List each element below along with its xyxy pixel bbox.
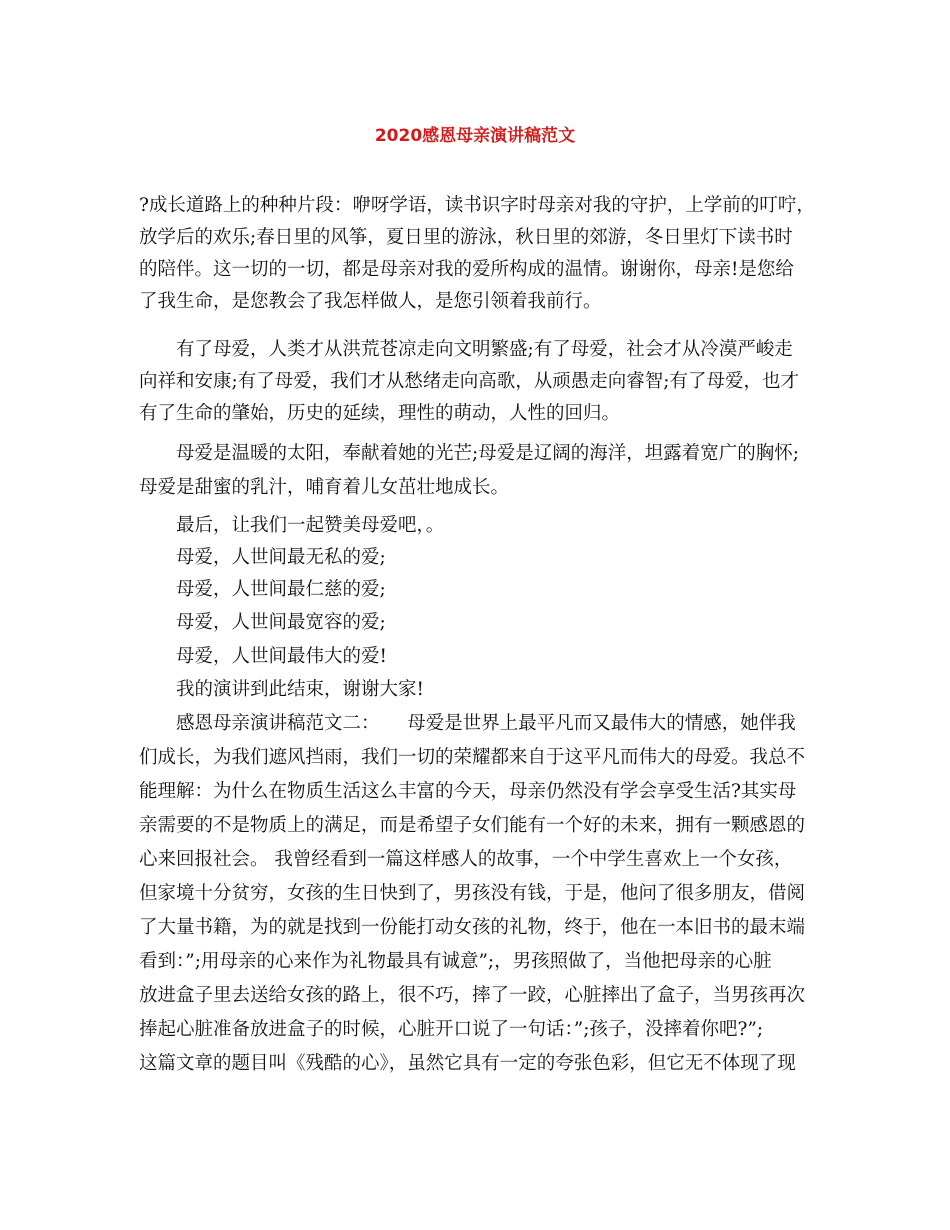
paragraph-line: ?成长道路上的种种片段：咿呀学语，读书识字时母亲对我的守护，上学前的叮咛， xyxy=(139,195,815,216)
paragraph-line: 放进盒子里去送给女孩的路上，很不巧，摔了一跤，心脏摔出了盒子，当男孩再次 xyxy=(139,985,806,1006)
paragraph-line: 们成长，为我们遮风挡雨，我们一切的荣耀都来自于这平凡而伟大的母爱。我总不 xyxy=(139,747,806,768)
paragraph-line: 母爱，人世间最伟大的爱! xyxy=(176,646,387,667)
paragraph-line: 有了生命的肇始，历史的延续，理性的萌动，人性的回归。 xyxy=(139,403,621,424)
paragraph-line: 有了母爱，人类才从洪荒苍凉走向文明繁盛;有了母爱，社会才从冷漠严峻走 xyxy=(176,339,793,360)
paragraph-line: 看到：”;用母亲的心来作为礼物最具有诚意”;，男孩照做了，当他把母亲的心脏 xyxy=(139,951,772,972)
paragraph-line: 母爱，人世间最宽容的爱; xyxy=(176,612,386,633)
paragraph-line: 感恩母亲演讲稿范文二： 母爱是世界上最平凡而又最伟大的情感，她伴我 xyxy=(176,713,796,734)
paragraph-line: 能理解：为什么在物质生活这么丰富的今天，母亲仍然没有学会享受生活?其实母 xyxy=(139,781,797,802)
paragraph-line: 向祥和安康;有了母爱，我们才从愁绪走向高歌，从顽愚走向睿智;有了母爱，也才 xyxy=(139,371,799,392)
paragraph-line: 母爱，人世间最仁慈的爱; xyxy=(176,579,386,600)
paragraph-line: 母爱是甜蜜的乳汁，哺育着儿女茁壮地成长。 xyxy=(139,477,510,498)
paragraph-line: 母爱，人世间最无私的爱; xyxy=(176,547,386,568)
paragraph-line: 捧起心脏准备放进盒子的时候，心脏开口说了一句话：”;孩子，没摔着你吧?”; xyxy=(139,1019,764,1040)
paragraph-line: 的陪伴。这一切的一切，都是母亲对我的爱所构成的温情。谢谢你，母亲!是您给 xyxy=(139,259,794,280)
paragraph-line: 了大量书籍，为的就是找到一份能打动女孩的礼物，终于，他在一本旧书的最末端 xyxy=(139,917,806,938)
paragraph-line: 心来回报社会。 我曾经看到一篇这样感人的故事，一个中学生喜欢上一个女孩， xyxy=(139,849,793,870)
page-title: 2020感恩母亲演讲稿范文 xyxy=(374,126,576,146)
paragraph-line: 母爱是温暖的太阳，奉献着她的光芒;母爱是辽阔的海洋，坦露着宽广的胸怀; xyxy=(176,443,799,464)
paragraph-line: 这篇文章的题目叫《残酷的心》，虽然它具有一定的夸张色彩，但它无不体现了现 xyxy=(139,1053,796,1074)
paragraph-line: 但家境十分贫穷，女孩的生日快到了，男孩没有钱，于是，他问了很多朋友，借阅 xyxy=(139,883,806,904)
paragraph-line: 亲需要的不是物质上的满足，而是希望子女们能有一个好的未来，拥有一颗感恩的 xyxy=(139,815,806,836)
paragraph-line: 最后，让我们一起赞美母爱吧，。 xyxy=(176,515,445,536)
paragraph-line: 我的演讲到此结束，谢谢大家! xyxy=(176,679,424,700)
paragraph-line: 了我生命，是您教会了我怎样做人，是您引领着我前行。 xyxy=(139,291,602,312)
paragraph-line: 放学后的欢乐;春日里的风筝，夏日里的游泳，秋日里的郊游，冬日里灯下读书时 xyxy=(139,227,793,248)
